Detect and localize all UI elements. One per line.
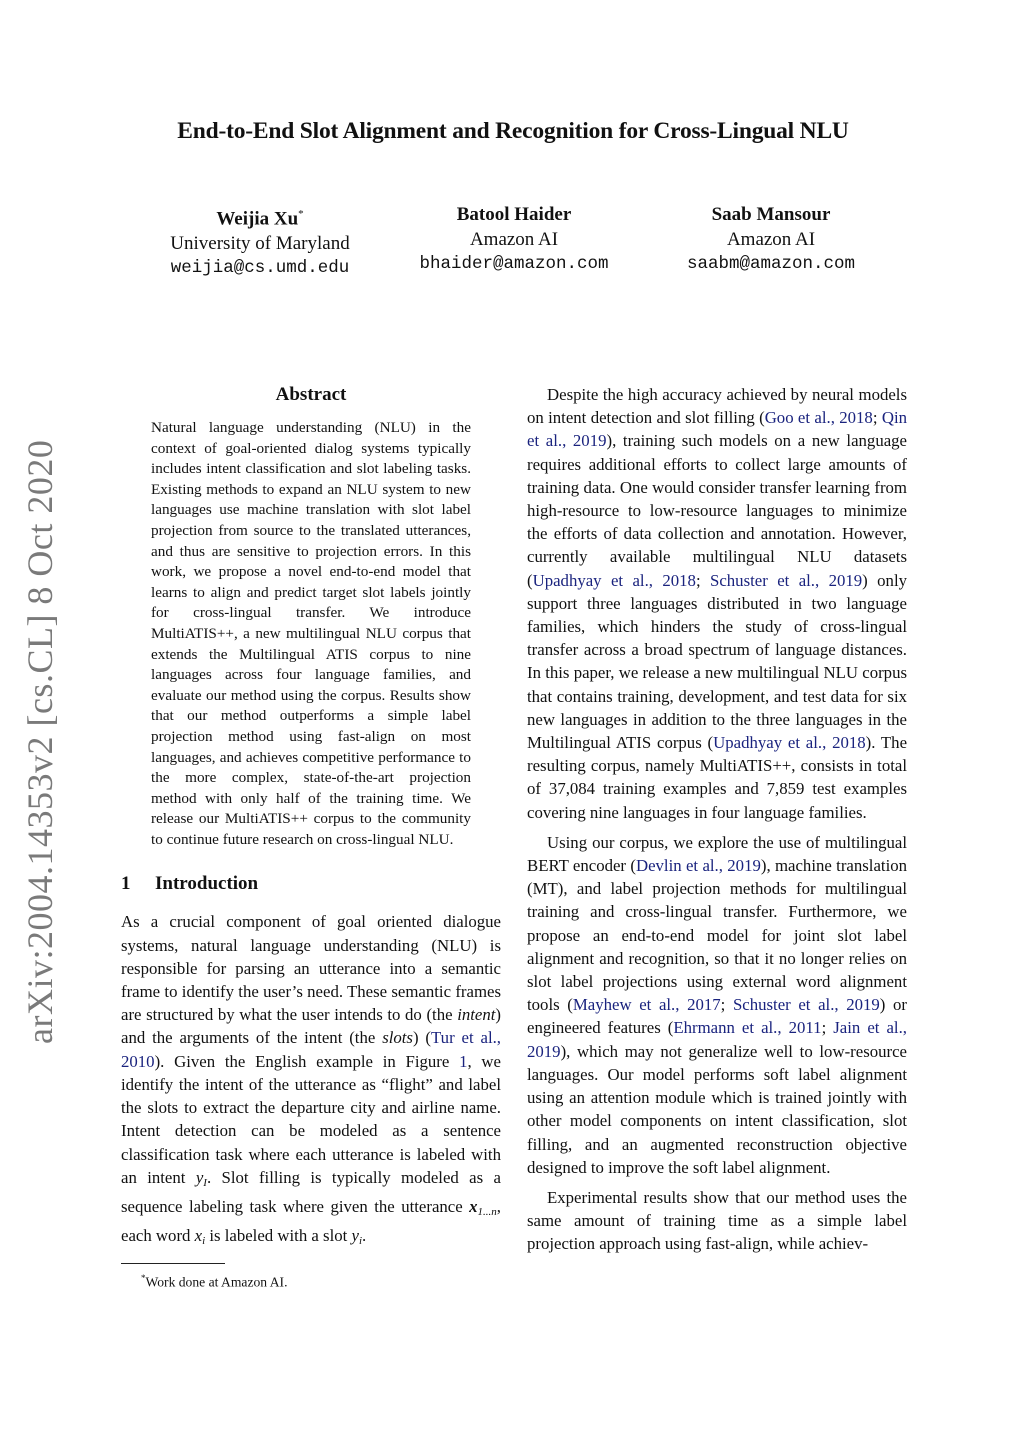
citation-link[interactable]: Qin et al., 2019 xyxy=(527,408,907,451)
footnote-divider xyxy=(121,1263,225,1264)
math-y-intent: y xyxy=(195,1167,204,1187)
citation-link[interactable]: Schuster et al., 2019 xyxy=(732,995,880,1015)
math-x-i: x xyxy=(194,1226,203,1246)
author-email: weijia@cs.umd.edu xyxy=(170,258,350,279)
author-email: bhaider@amazon.com xyxy=(419,254,609,274)
author-affiliation: University of Maryland xyxy=(170,233,350,255)
citation-link[interactable]: Jain et al., 2019 xyxy=(527,1018,907,1061)
section-number: 1 xyxy=(121,873,131,895)
section-title: Introduction xyxy=(155,873,259,895)
abstract-text: Natural language understanding (NLU) in the context of goal-oriented dialog systems typically includes intent classification and slot labeling tasks. Existing methods to expand an NLU system to new languages use machine translation with slot label projection from source to the translated utterances, and thus are sensitive to projection errors. In this work, we propose a novel end-to-end model that learns to align and predict target slot labels jointly for cross-lingual transfer. We introduce MultiATIS++, a new multilingual NLU corpus that extends the Multilingual ATIS corpus to nine languages across four language families, and evaluate our method using the corpus. Results show that our method outperforms a simple label projection method using fast-align on most languages, and achieves competitive performance to the more complex, state-of-the-art projection method with only half of the training time. We release our MultiATIS++ corpus to the community to continue future research on cross-lingual NLU. xyxy=(151,419,471,848)
math-y-i: y xyxy=(351,1226,359,1246)
citation-link[interactable]: Ehrmann et al., 2011 xyxy=(673,1018,822,1038)
math-x-sequence: x xyxy=(469,1196,478,1216)
intro-paragraph: As a crucial component of goal oriented dialogue systems, natural language understanding (NLU) is responsible for parsing an utterance into a semantic frame to identify the user’s need. These semantic frames are structured by what the user intends to do (the intent) and the arguments of the intent (the slots) (Tur et al., 2010). Given the English example in Figure 1, we identify the intent of the utterance as “flight” and label the slots to extract the departure city and airline name. Intent detection can be modeled as a sentence classification task where each utterance is labeled with an intent $y_I$. Slot filling is typically modeled as a sequence labeling task where given the utterance $x_{1...n}$, each word $x_i$ is labeled with a slot $y_i$. xyxy=(121,912,501,1248)
intro-paragraph: Despite the high accuracy achieved by neural models on intent detection and slot filling (Goo et al., 2018; Qin et al., 2019), training such models on a new language requires additional efforts to collect large amounts of training data. One would consider transfer learning from high-resource to low-resource languages to minimize the efforts of data collection and annotation. However, currently available multilingual NLU datasets (Upadhyay et al., 2018; Schuster et al., 2019) only support three languages distributed in two language families, which hinders the study of cross-lingual transfer across a broad spectrum of language distances. In this paper, we release a new multilingual NLU corpus that contains training, development, and test data for six new languages in addition to the three languages in the Multilingual ATIS corpus (Upadhyay et al., 2018). The resulting corpus, namely MultiATIS++, consists in total of 37,084 training examples and 7,859 test examples covering nine languages in four language families. xyxy=(527,385,908,822)
abstract-heading: Abstract xyxy=(275,384,347,405)
right-column xyxy=(527,383,907,1256)
section-heading-introduction xyxy=(121,872,501,896)
arxiv-identifier: arXiv:2004.14353v2 [cs.CL] 8 Oct 2020 xyxy=(20,439,60,1044)
intro-paragraph: Experimental results show that our method uses the same amount of training time as a simple label projection approach using fast-align, while achiev- xyxy=(527,1187,907,1254)
figure-reference-link[interactable]: 1 xyxy=(459,1051,468,1071)
citation-link[interactable]: Schuster et al., 2019 xyxy=(710,570,863,590)
citation-link[interactable]: Goo et al., 2018 xyxy=(764,408,873,428)
footnote-marker: * xyxy=(298,208,304,220)
author-name: Weijia Xu xyxy=(216,208,299,230)
left-column xyxy=(121,383,501,1291)
author-affiliation: Amazon AI xyxy=(469,229,559,250)
intro-paragraph: Using our corpus, we explore the use of multilingual BERT encoder (Devlin et al., 2019), machine translation (MT), and label projection methods for multilingual training and cross-lingual transfer. Furthermore, we propose an end-to-end model for joint slot label alignment and recognition, so that it no longer relies on slot label projections using external word alignment tools (Mayhew et al., 2017; Schuster et al., 2019) or engineered features (Ehrmann et al., 2011; Jain et al., 2019), which may not generalize well to low-resource languages. Our model performs soft label alignment using an attention module which is trained jointly with other model components on intent classification, slot filling, and an augmented reconstruction objective designed to improve the soft label alignment. xyxy=(527,832,908,1177)
paper-title: End-to-End Slot Alignment and Recognition for Cross-Lingual NLU xyxy=(177,118,849,144)
citation-link[interactable]: Upadhyay et al., 2018 xyxy=(532,570,696,590)
author-block xyxy=(0,202,1024,292)
footnote: *Work done at Amazon AI. xyxy=(141,1273,288,1290)
author-name: Saab Mansour xyxy=(711,204,831,225)
author-affiliation: Amazon AI xyxy=(726,229,816,250)
author-name: Batool Haider xyxy=(456,204,572,225)
citation-link[interactable]: Tur et al., 2010 xyxy=(121,1028,501,1071)
author-email: saabm@amazon.com xyxy=(686,254,856,274)
citation-link[interactable]: Devlin et al., 2019 xyxy=(635,856,761,876)
citation-link[interactable]: Mayhew et al., 2017 xyxy=(572,995,721,1015)
author-3 xyxy=(621,202,921,277)
author-2 xyxy=(364,202,664,277)
citation-link[interactable]: Upadhyay et al., 2018 xyxy=(713,733,866,753)
